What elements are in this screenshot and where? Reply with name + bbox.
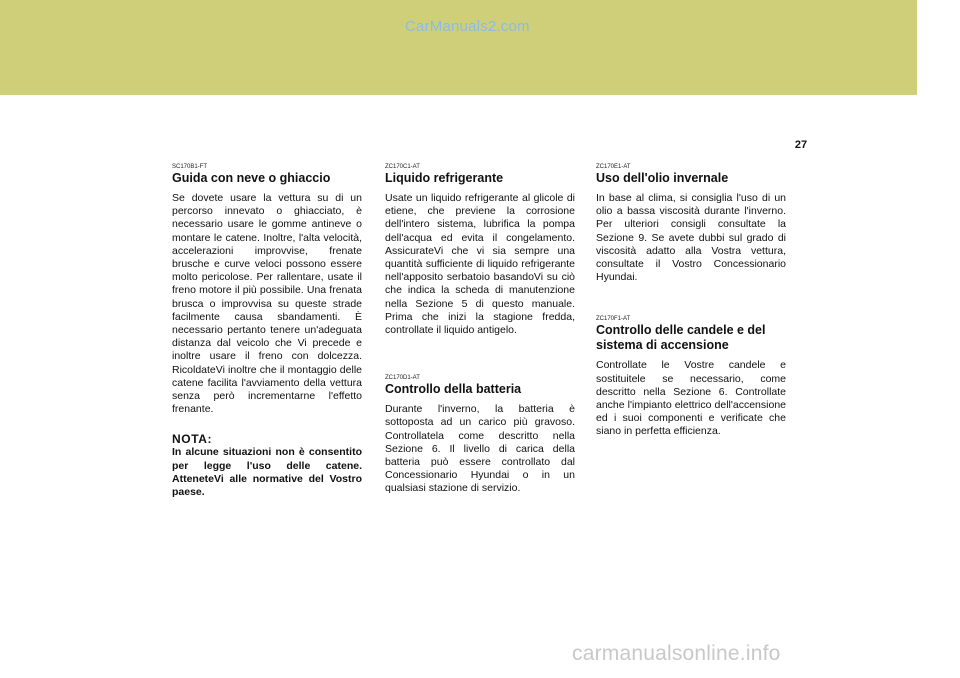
chapter-label: OPERAZIONI DI GUIDA xyxy=(689,115,787,124)
header-band xyxy=(0,0,960,95)
section-code: ZC170D1-AT xyxy=(385,375,420,382)
section-code: ZC170E1-AT xyxy=(596,164,631,170)
section-title: Controllo delle candele e del sistema di accensione xyxy=(596,323,766,353)
site-watermark[interactable]: CarManuals2.com xyxy=(405,18,530,35)
section-code: ZC170C1-AT xyxy=(385,164,420,170)
section-title: Controllo della batteria xyxy=(385,382,522,397)
footer-watermark[interactable]: carmanualsonline.info xyxy=(572,642,781,665)
page-number: 27 xyxy=(794,139,808,151)
section-title: Uso dell'olio invernale xyxy=(596,171,729,185)
column-1 xyxy=(172,164,362,499)
section-gap xyxy=(385,337,575,375)
section-text: Se dovete usare la vettura su di un percorso innevato o ghiacciato, è necessario usare le gomme antineve o montare le catene. Inoltre, l'alta velocità, accelerazioni improvvise, frenate brusche e curve veloci possono essere molto pericolose. Per rallentare, usate il freno motore il più possibile. Una frenata brusca o improvvisa su queste strade facilmente causa sbandamenti. È necessario pertanto tenere un'adeguata distanza dal veicolo che Vi precede e inoltre usare il freno con dolcezza. RicoldateVi inoltre che il montaggio delle catene facilita l'avviamento della vettura senza però incrementarne l'effetto frenante. xyxy=(172,192,362,416)
section-text: Controllate le Vostre candele e sostituitele se necessario, come descritto nella Sezione 6. Controllate anche l'impianto elettrico dell'accensione ed i suoi componenti e verificate che siano in perfetta efficienza. xyxy=(596,359,786,438)
section-code: SC170B1-FT xyxy=(172,164,208,170)
chapter-number-text: 2 xyxy=(795,103,807,125)
section-code: ZC170F1-AT xyxy=(596,316,631,323)
section-gap xyxy=(596,284,786,316)
header-band-background xyxy=(0,0,917,95)
section-text: Usate un liquido refrigerante al glicole di etiene, che previene la corrosione dell'intero sistema, lubrifica la pompa dell'acqua ed evita il congelamento. AssicurateVi che vi sia sempre una quantità sufficiente di liquido refrigerante nell'apposito serbatoio basandoVi su ciò che indica la scheda di manutenzione nella Sezione 5 di questo manuale. Prima che inizi la stagione fredda, controllate il liquido antigelo. xyxy=(385,192,575,337)
column-3 xyxy=(596,164,786,439)
column-2 xyxy=(385,164,575,496)
note-title: NOTA: xyxy=(172,432,213,447)
section-title: Liquido refrigerante xyxy=(385,171,504,185)
section-text: In base al clima, si consiglia l'uso di un olio a bassa viscosità durante l'inverno. Per ulteriori consigli consultate la Sezione 9. Se avete dubbi sul grado di viscosità adatto alla Vostra vettura, consultate il Vostro Concessionario Hyundai. xyxy=(596,192,786,284)
note-text: In alcune situazioni non è consentito per legge l'uso delle catene. AtteneteVi alle normative del Vostro paese. xyxy=(172,446,362,499)
section-title: Guida con neve o ghiaccio xyxy=(172,171,331,185)
section-text: Durante l'inverno, la batteria è sottoposta ad un carico più gravoso. Controllatela come descritto nella Sezione 6. Il livello di carica della batteria può essere controllato dal Concessionario Hyundai o in un qualsiasi stazione di servizio. xyxy=(385,403,575,495)
